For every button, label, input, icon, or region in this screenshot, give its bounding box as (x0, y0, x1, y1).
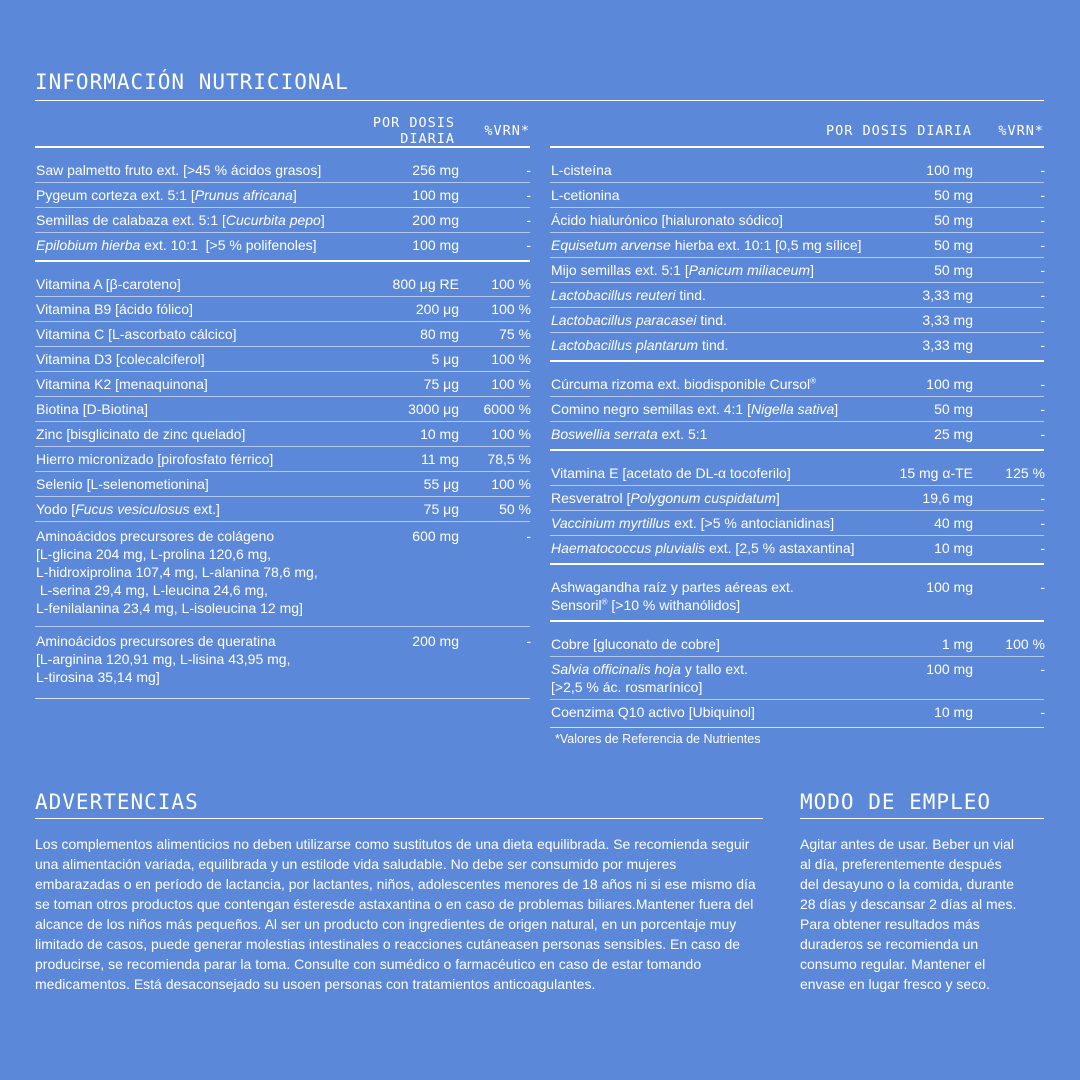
table-row (35, 372, 530, 397)
ingredient-vrn: - (1040, 262, 1045, 278)
ingredient-vrn: - (1040, 540, 1045, 556)
ingredient-name: Salvia officinalis hoja y tallo ext. [>2,5 % ác. rosmarínico] (551, 661, 748, 695)
ingredient-name: Equisetum arvense hierba ext. 10:1 [0,5 mg sílice] (551, 237, 862, 253)
usage-text: Agitar antes de usar. Beber un vial al día, preferentemente después del desayuno o la comida, durante 28 días y descansar 2 días al mes. Para obtener resultados más duraderos se recomienda un consumo regular. Mantener el envase en lugar fresco y seco. (800, 836, 1017, 992)
table-row (550, 372, 1044, 397)
usage-title: MODO DE EMPLEO (800, 790, 992, 814)
table-row (550, 486, 1044, 511)
vrn-column-header: %VRN* (484, 123, 530, 139)
table-row (550, 397, 1044, 422)
ingredient-vrn: - (526, 212, 531, 228)
table-row (35, 297, 530, 322)
ingredient-vrn: 100 % (491, 426, 531, 442)
ingredient-vrn: - (1040, 187, 1045, 203)
table-row (550, 657, 1044, 700)
ingredient-name: Vitamina D3 [colecalciferol] (36, 351, 205, 367)
ingredient-name: L-cisteína (551, 162, 612, 178)
ingredient-dose: 800 μg RE (392, 276, 459, 292)
table-row (550, 308, 1044, 333)
table-row (550, 575, 1044, 617)
table-row (35, 422, 530, 447)
vrn-column-header: %VRN* (998, 123, 1044, 139)
ingredient-dose: 75 μg (423, 376, 459, 392)
title-underline (35, 100, 1044, 101)
table-row (550, 700, 1044, 724)
ingredient-name: Cúrcuma rizoma ext. biodisponible Cursol® (551, 376, 817, 392)
ingredient-name: Mijo semillas ext. 5:1 [Panicum miliaceum] (551, 262, 814, 278)
ingredient-vrn: - (1040, 579, 1045, 595)
ingredient-vrn: 100 % (491, 376, 531, 392)
ingredient-name: Coenzima Q10 activo [Ubiquinol] (551, 704, 755, 720)
ingredient-name: Comino negro semillas ext. 4:1 [Nigella sativa] (551, 401, 839, 417)
ingredient-vrn: 100 % (491, 351, 531, 367)
nutrition-table-right (550, 116, 1044, 728)
ingredient-vrn: 125 % (1005, 465, 1045, 481)
ingredient-name: Semillas de calabaza ext. 5:1 [Cucurbita pepo] (36, 212, 325, 228)
table-row (35, 347, 530, 372)
dose-column-header: POR DOSIS DIARIA (372, 115, 455, 147)
page-title: INFORMACIÓN NUTRICIONAL (35, 70, 349, 94)
ingredient-vrn: - (1040, 661, 1045, 677)
ingredient-dose: 10 mg (934, 704, 973, 720)
ingredient-name: Vitamina C [L-ascorbato cálcico] (36, 326, 237, 342)
ingredient-dose: 3,33 mg (922, 287, 973, 303)
ingredient-group (35, 146, 530, 260)
ingredient-dose: 10 mg (420, 426, 459, 442)
nutrition-table-left (35, 116, 530, 699)
ingredient-group (550, 146, 1044, 360)
ingredient-group (550, 563, 1044, 620)
ingredient-name: Vitamina K2 [menaquinona] (36, 376, 208, 392)
ingredient-dose: 200 μg (415, 301, 459, 317)
ingredient-dose: 50 mg (934, 401, 973, 417)
ingredient-vrn: - (1040, 237, 1045, 253)
ingredient-dose: 25 mg (934, 426, 973, 442)
table-row (550, 422, 1044, 446)
ingredient-vrn: 100 % (491, 476, 531, 492)
table-row (550, 333, 1044, 357)
ingredient-vrn: - (1040, 704, 1045, 720)
table-row (35, 397, 530, 422)
dose-column-header: POR DOSIS DIARIA (825, 123, 972, 139)
ingredient-name: Cobre [gluconato de cobre] (551, 636, 720, 652)
ingredient-dose: 100 mg (926, 661, 973, 677)
ingredient-name: Selenio [L-selenometionina] (36, 476, 209, 492)
table-body-right (550, 146, 1044, 728)
table-row (550, 158, 1044, 183)
ingredient-name: Lactobacillus reuteri tind. (551, 287, 706, 303)
ingredient-name: Hierro micronizado [pirofosfato férrico] (36, 451, 274, 467)
ingredient-vrn: 75 % (499, 326, 531, 342)
ingredient-group (550, 620, 1044, 728)
ingredient-dose: 75 μg (423, 501, 459, 517)
ingredient-vrn: 100 % (491, 276, 531, 292)
ingredient-vrn: - (1040, 426, 1045, 442)
ingredient-dose: 100 mg (926, 376, 973, 392)
ingredient-name: Vitamina E [acetato de DL-α tocoferilo] (551, 465, 791, 481)
ingredient-vrn: - (1040, 376, 1045, 392)
table-row (35, 233, 530, 257)
ingredient-dose: 100 mg (926, 579, 973, 595)
ingredient-dose: 50 mg (934, 212, 973, 228)
table-row (35, 472, 530, 497)
usage-underline (800, 818, 1044, 819)
ingredient-name: Yodo [Fucus vesiculosus ext.] (36, 501, 220, 517)
table-row (550, 208, 1044, 233)
ingredient-dose: 100 mg (926, 162, 973, 178)
ingredient-dose: 50 mg (934, 187, 973, 203)
ingredient-vrn: 78,5 % (487, 451, 531, 467)
ingredient-name: Aminoácidos precursores de colágeno [L-glicina 204 mg, L-prolina 120,6 mg, L-hidroxiprolina 107,4 mg, L-alanina 78,6 mg, L-serina 29,4 mg, L-leucina 24,6 mg, L-fenilalanina 23,4 mg, L-isoleucina 12 mg] (36, 528, 318, 616)
vrn-footnote: *Valores de Referencia de Nutrientes (555, 732, 761, 746)
ingredient-vrn: - (1040, 162, 1045, 178)
ingredient-group (35, 260, 530, 699)
ingredient-name: Pygeum corteza ext. 5:1 [Prunus africana] (36, 187, 297, 203)
ingredient-vrn: 50 % (499, 501, 531, 517)
warnings-text: Los complementos alimenticios no deben utilizarse como sustitutos de una dieta equilibrada. Se recomienda seguir una alimentación variada, equilibrada y un estilode vida saludable. No debe ser consumido por mujeres embarazadas o en período de lactancia, por lactantes, niños, adolescentes menores de 18 años ni si ese mismo día se toman otros productos que contengan ésteresde astaxantina o en caso de problemas biliares.Mantener fuera del alcance de los niños más pequeños. Al ser un producto con ingredientes de origen natural, en un porcentaje muy limitado de casos, puede generar molestias intestinales o reacciones cutáneasen personas sensibles. En caso de producirse, se recomienda parar la toma. Consulte con sumédico o farmacéutico en caso de estar tomando medicamentos. Está desaconsejado su usoen personas con tratamientos anticoagulantes. (35, 836, 756, 992)
ingredient-name: L-cetionina (551, 187, 620, 203)
ingredient-vrn: 100 % (491, 301, 531, 317)
ingredient-vrn: - (1040, 287, 1045, 303)
ingredient-dose: 11 mg (421, 451, 459, 467)
table-row (35, 322, 530, 347)
ingredient-dose: 55 μg (423, 476, 459, 492)
table-row (550, 511, 1044, 536)
ingredient-name: Biotina [D-Biotina] (36, 401, 149, 417)
ingredient-vrn: - (526, 237, 531, 253)
ingredient-name: Ashwagandha raíz y partes aéreas ext. Sensoril® [>10 % withanólidos] (551, 579, 794, 613)
ingredient-vrn: - (526, 187, 531, 203)
ingredient-dose: 5 μg (431, 351, 459, 367)
ingredient-vrn: - (1040, 212, 1045, 228)
ingredient-group (550, 449, 1044, 563)
ingredient-vrn: - (1040, 337, 1045, 353)
ingredient-dose: 50 mg (934, 262, 973, 278)
ingredient-vrn: 100 % (1005, 636, 1045, 652)
table-header-right (550, 116, 1044, 146)
warnings-underline (35, 818, 763, 819)
ingredient-dose: 15 mg α-TE (899, 465, 973, 481)
ingredient-dose: 100 mg (412, 187, 459, 203)
table-row (35, 158, 530, 183)
ingredient-name: Resveratrol [Polygonum cuspidatum] (551, 490, 780, 506)
table-row (550, 461, 1044, 486)
ingredient-vrn: - (1040, 515, 1045, 531)
ingredient-name: Ácido hialurónico [hialuronato sódico] (551, 212, 783, 228)
ingredient-vrn: - (1040, 401, 1045, 417)
table-row (550, 632, 1044, 657)
ingredient-vrn: - (1040, 312, 1045, 328)
ingredient-dose: 3,33 mg (922, 337, 973, 353)
ingredient-dose: 80 mg (420, 326, 459, 342)
ingredient-name: Vitamina B9 [ácido fólico] (36, 301, 193, 317)
ingredient-vrn: - (526, 162, 531, 178)
ingredient-dose: 3,33 mg (922, 312, 973, 328)
ingredient-name: Vitamina A [β-caroteno] (36, 276, 181, 292)
ingredient-dose: 200 mg (412, 633, 459, 649)
ingredient-dose: 1 mg (941, 636, 973, 652)
ingredient-name: Aminoácidos precursores de queratina [L-arginina 120,91 mg, L-lisina 43,95 mg, L-tirosina 35,14 mg] (36, 633, 291, 685)
table-row (35, 522, 530, 627)
ingredient-name: Epilobium hierba ext. 10:1 [>5 % polifenoles] (36, 237, 317, 253)
table-header-left (35, 116, 530, 146)
ingredient-dose: 200 mg (412, 212, 459, 228)
ingredient-name: Lactobacillus plantarum tind. (551, 337, 729, 353)
table-row (550, 233, 1044, 258)
ingredient-group (550, 360, 1044, 449)
ingredient-vrn: - (526, 528, 531, 544)
ingredient-dose: 19,6 mg (922, 490, 973, 506)
ingredient-vrn: 6000 % (483, 401, 531, 417)
ingredient-dose: 50 mg (934, 237, 973, 253)
table-row (550, 283, 1044, 308)
table-row (550, 258, 1044, 283)
table-body-left (35, 146, 530, 699)
table-row (35, 497, 530, 522)
table-row (35, 208, 530, 233)
ingredient-vrn: - (1040, 490, 1045, 506)
warnings-title: ADVERTENCIAS (35, 790, 199, 814)
ingredient-dose: 256 mg (412, 162, 459, 178)
table-row (35, 183, 530, 208)
ingredient-name: Vaccinium myrtillus ext. [>5 % antocianidinas] (551, 515, 835, 531)
ingredient-dose: 600 mg (412, 528, 459, 544)
ingredient-dose: 40 mg (934, 515, 973, 531)
ingredient-dose: 3000 μg (408, 401, 459, 417)
ingredient-name: Saw palmetto fruto ext. [>45 % ácidos grasos] (36, 162, 322, 178)
table-row (35, 627, 530, 695)
ingredient-name: Lactobacillus paracasei tind. (551, 312, 727, 328)
ingredient-name: Zinc [bisglicinato de zinc quelado] (36, 426, 246, 442)
table-row (550, 183, 1044, 208)
table-row (35, 447, 530, 472)
ingredient-name: Haematococcus pluvialis ext. [2,5 % astaxantina] (551, 540, 855, 556)
table-row (35, 272, 530, 297)
ingredient-dose: 100 mg (412, 237, 459, 253)
ingredient-vrn: - (526, 633, 531, 649)
ingredient-name: Boswellia serrata ext. 5:1 (551, 426, 708, 442)
ingredient-dose: 10 mg (934, 540, 973, 556)
table-row (550, 536, 1044, 560)
